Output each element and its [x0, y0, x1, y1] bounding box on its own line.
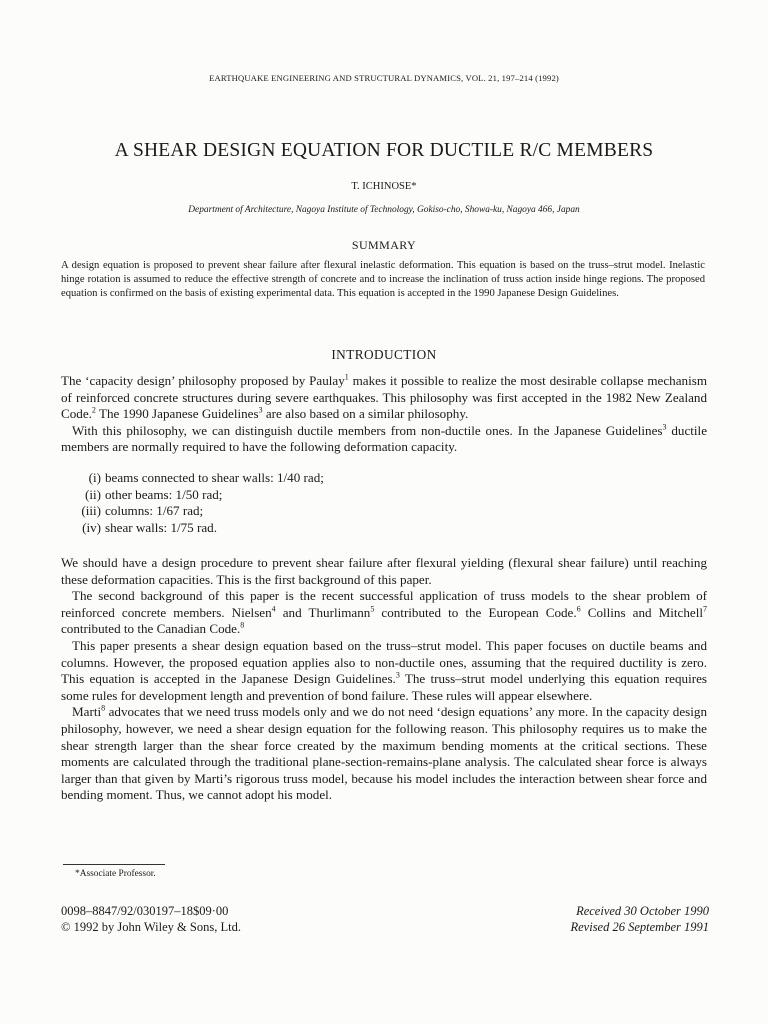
copyright-code: 0098–8847/92/030197–18$09·00: [61, 904, 229, 918]
copyright-line: © 1992 by John Wiley & Sons, Ltd.: [61, 920, 241, 934]
body-paragraph-2: The second background of this paper is the recent successful application of truss models to the shear problem of reinforced concrete members. Nielsen$^4$ and Thurlimann$^5$ contributed to the European Code.$^6$ Collins and Mitchell$^7$ contributed to the Canadian Code.$^8$: [61, 588, 707, 637]
footnote: *Associate Professor.: [75, 869, 156, 879]
footnote-divider: [63, 864, 165, 865]
summary-text: A design equation is proposed to prevent shear failure after flexural inelastic deformation. This equation is based on the truss–strut model. Inelastic hinge rotation is assumed to reduce the effective strength of concrete and to increase the inclination of truss action inside hinge regions. The proposed equation is confirmed on the basis of existing experimental data. This equation is accepted in the 1990 Japanese Design Guidelines.: [61, 260, 705, 299]
summary-heading: SUMMARY: [351, 238, 417, 252]
introduction-heading: INTRODUCTION: [331, 347, 437, 362]
body-text: [61, 555, 707, 804]
intro-paragraph-2: With this philosophy, we can distinguish ductile members from non-ductile ones. In the Japanese Guidelines$^3$ ductile members are normally required to have the following deformation capacity.: [61, 422, 708, 455]
deformation-capacity-list: [76, 470, 324, 536]
paper-title: A SHEAR DESIGN EQUATION FOR DUCTILE R/C MEMBERS: [114, 140, 654, 161]
intro-paragraph-1: The ‘capacity design’ philosophy proposed by Paulay$^1$ makes it possible to realize the most desirable collapse mechanism of reinforced concrete structures during severe earthquakes. This philosophy was first accepted in the 1982 New Zealand Code.$^2$ The 1990 Japanese Guidelines$^3$ are also based on a similar philosophy.: [61, 372, 708, 422]
body-paragraph-4: Marti$^8$ advocates that we need truss models only and we do not need ‘design equations’ any more. In the capacity design philosophy, however, we need a shear design equation for the following reason. This philosophy requires us to make the shear strength larger than the shear force created by the maximum bending moments at the critical sections. These moments are calculated through the traditional plane-section-remains-plane analysis. The calculated shear force is always larger than that given by Marti’s rigorous truss model, because his model includes the interaction between shear force and bending moment. Thus, we cannot adopt his model.: [61, 703, 707, 803]
received-date: Received 30 October 1990: [576, 904, 709, 918]
list-item: (iv) shear walls: 1/75 rad.: [82, 519, 217, 535]
journal-header: EARTHQUAKE ENGINEERING AND STRUCTURAL DYNAMICS, VOL. 21, 197–214 (1992): [209, 73, 559, 83]
author-name: T. ICHINOSE*: [351, 181, 417, 192]
body-paragraph-1: We should have a design procedure to prevent shear failure after flexural yielding (flexural shear failure) until reaching these deformation capacities. This is the first background of this paper.: [61, 555, 707, 587]
body-paragraph-3: This paper presents a shear design equation based on the truss–strut model. This paper focuses on ductile beams and columns. However, the proposed equation applies also to non-ductile ones, assuming that the required ductility is zero. This equation is accepted in the Japanese Design Guidelines.$^3$ The truss–strut model underlying this equation requires some rules for development length and prevention of bond failure. These rules will appear elsewhere.: [61, 637, 707, 703]
list-item: (ii) other beams: 1/50 rad;: [85, 486, 223, 502]
revised-date: Revised 26 September 1991: [570, 920, 709, 934]
author-affiliation: Department of Architecture, Nagoya Institute of Technology, Gokiso-cho, Showa-ku, Nagoya 466, Japan: [188, 205, 580, 215]
list-item: (i) beams connected to shear walls: 1/40 rad;: [88, 470, 324, 485]
list-item: (iii) columns: 1/67 rad;: [81, 503, 204, 519]
introduction-body: [61, 373, 707, 456]
